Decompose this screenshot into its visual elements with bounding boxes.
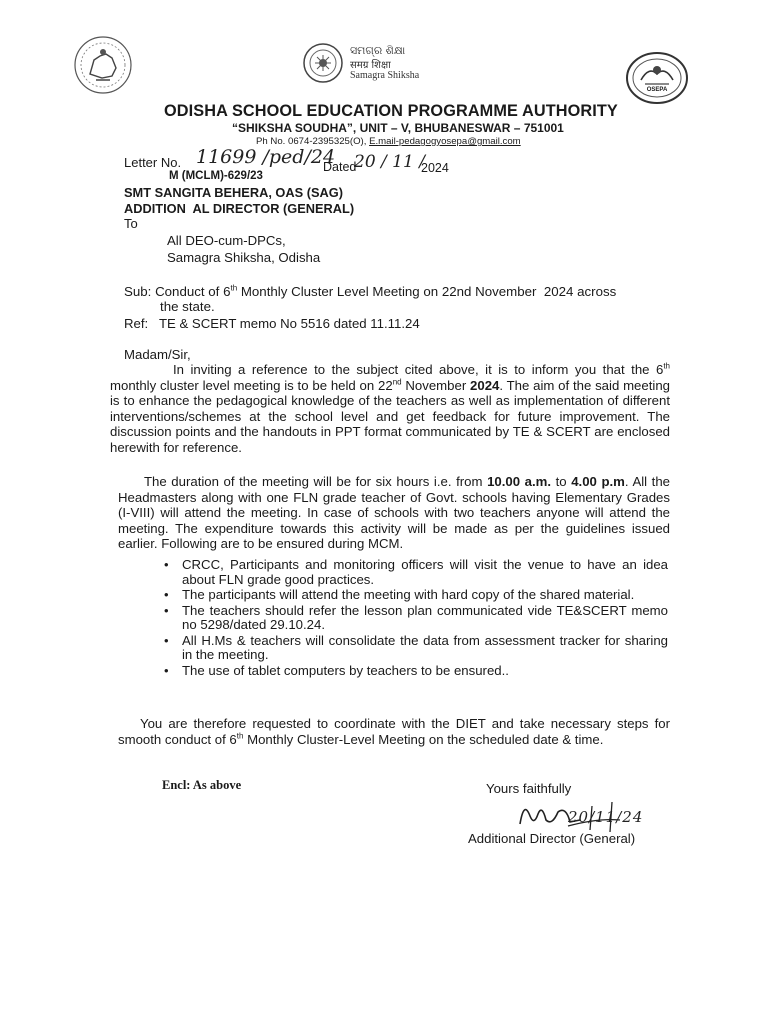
logo-text-odia: ସମଗ୍ର ଶିକ୍ଷା (350, 44, 406, 57)
list-item: • The use of tablet computers by teachers to be ensured.. (160, 664, 668, 679)
paragraph-1-text-c: November (401, 377, 471, 393)
osepa-emblem (625, 50, 689, 106)
paragraph-1-sup-1: th (663, 361, 670, 371)
samagra-shiksha-logo (302, 42, 344, 84)
paragraph-2-start-time: 10.00 a.m. (487, 474, 552, 489)
list-item: • The participants will attend the meeting with hard copy of the shared material. (160, 588, 668, 603)
letter-number-handwritten: 11699 /ped/24 (196, 146, 336, 168)
paragraph-1-text-d: . The aim of the said meeting is to enhance the pedagogical knowledge of the teachers as well as implementation of different interventions/schemes at the school level and get feedback for future improvement. The discussion points and the handouts in PPT format communicated by TE & SCERT are enclosed herewith for reference. (110, 377, 670, 455)
reference-label: Ref: (124, 316, 149, 331)
subject-line-2: the state. (160, 299, 215, 314)
logo-text-hindi: समग्र शिक्षा (350, 60, 391, 71)
list-item: • The teachers should refer the lesson plan communicated vide TE&SCERT memo no 5298/dated 29.10.24. (160, 604, 668, 633)
paragraph-2-end-time: 4.00 p.m (571, 474, 625, 489)
subject-superscript: th (230, 283, 238, 293)
paragraph-2-text-a: The duration of the meeting will be for six hours i.e. from (144, 474, 488, 489)
paragraph-3-text-a: You are therefore requested to coordinate with the DIET and take necessary steps for smooth conduct of 6 (118, 716, 670, 747)
organization-name: ODISHA SCHOOL EDUCATION PROGRAMME AUTHORITY (164, 102, 618, 120)
subject-text-part2: Monthly Cluster Level Meeting on 22nd November 2024 across (237, 284, 617, 299)
reference-line (124, 316, 420, 331)
dated-label: Dated (323, 160, 357, 174)
requirements-list (160, 558, 668, 679)
paragraph-1 (110, 362, 670, 455)
paragraph-3 (118, 716, 670, 747)
paragraph-1-text-b: monthly cluster level meeting is to be held on 22 (110, 377, 393, 393)
list-item: • All H.Ms & teachers will consolidate the data from assessment tracker for sharing in the meeting. (160, 634, 668, 663)
email-address: E.mail-pedagogyosepa@gmail.com (369, 136, 521, 147)
enclosure-note: Encl: As above (162, 778, 242, 792)
subject-text-part1: Conduct of 6 (155, 284, 231, 299)
list-item: • CRCC, Participants and monitoring officers will visit the venue to have an idea about FLN grade good practices. (160, 558, 668, 587)
signature (508, 796, 658, 836)
state-emblem-seal (72, 34, 134, 96)
letter-year: 2024 (421, 161, 449, 175)
to-label: To (124, 216, 138, 231)
closing-designation: Additional Director (General) (468, 831, 636, 846)
recipient-line-1: All DEO-cum-DPCs, (167, 233, 286, 248)
file-reference: M (MCLM)-629/23 (169, 170, 263, 182)
reference-text: TE & SCERT memo No 5516 dated 11.11.24 (158, 316, 420, 331)
paragraph-2 (118, 474, 670, 552)
sender-name: SMT SANGITA BEHERA, OAS (SAG) (124, 185, 343, 200)
paragraph-3-sup: th (236, 731, 244, 741)
sender-designation: ADDITION AL DIRECTOR (GENERAL) (124, 201, 355, 216)
organization-address: “SHIKSHA SOUDHA”, UNIT – V, BHUBANESWAR – 751001 (232, 121, 564, 135)
closing-yours-faithfully: Yours faithfully (486, 781, 572, 796)
paragraph-2-text-c: . All the Headmasters along with one FLN grade teacher of Govt. schools having Elementary Grades (I-VIII) will attend the meeting. In case of schools with two teachers anyone will attend the meeting. The expenditure towards this activity will be made as per the guidelines issued earlier. Following are to be ensured during MCM. (118, 474, 671, 551)
subject-label: Sub: (124, 284, 152, 299)
osepa-emblem-label: OSEPA (646, 87, 668, 93)
signature-date-handwritten: 20/11/24 (568, 808, 644, 826)
phone-number: Ph No. 0674-2395325(O), (256, 136, 370, 147)
logo-text-english: Samagra Shiksha (350, 70, 420, 81)
paragraph-2-text-b: to (551, 474, 572, 489)
paragraph-3-text-b: Monthly Cluster-Level Meeting on the scheduled date & time. (243, 731, 604, 747)
paragraph-1-sup-2: nd (392, 377, 402, 387)
subject-line-1 (124, 284, 616, 299)
paragraph-1-text-a: In inviting a reference to the subject cited above, it is to inform you that the 6 (173, 362, 664, 377)
recipient-line-2: Samagra Shiksha, Odisha (167, 250, 321, 265)
paragraph-1-bold-year: 2024 (470, 377, 500, 393)
date-handwritten: 20 / 11 / (354, 152, 425, 172)
letter-number-label: Letter No. (124, 155, 182, 170)
salutation: Madam/Sir, (124, 347, 191, 362)
